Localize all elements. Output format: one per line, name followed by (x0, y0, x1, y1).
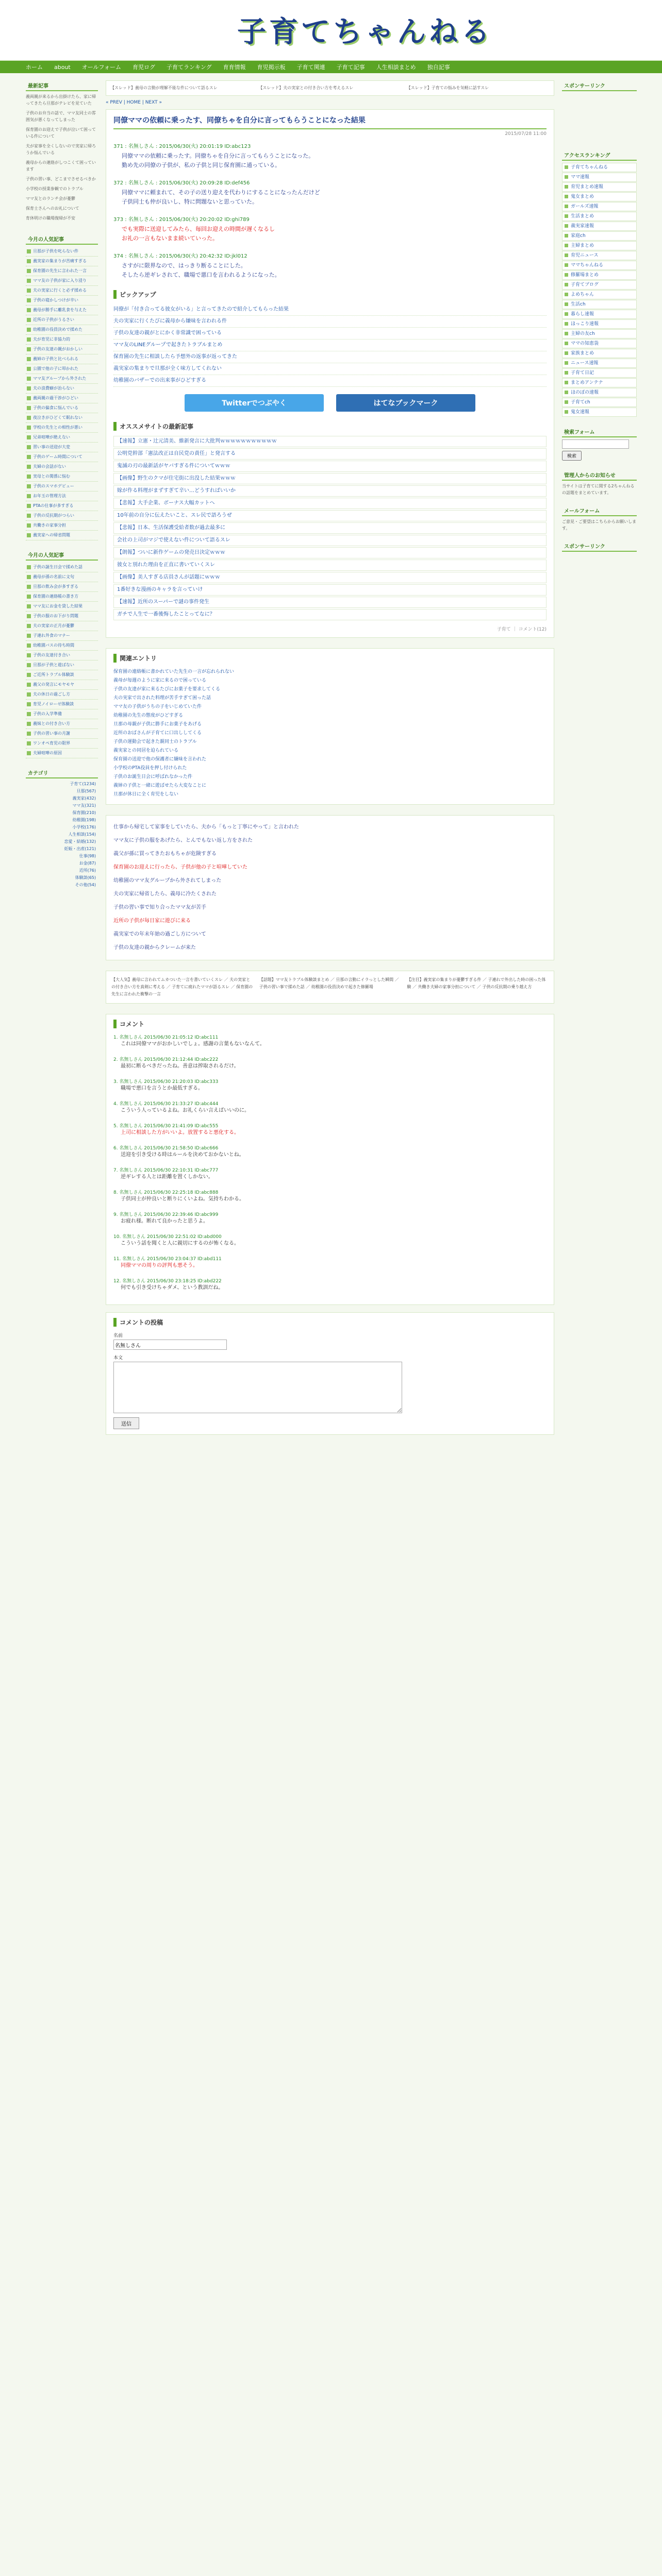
popular-item[interactable]: 夫が育児に非協力的 (26, 335, 98, 345)
popular2-list (26, 563, 98, 758)
category-item[interactable]: 旦那(567) (76, 789, 96, 793)
popular2-item[interactable]: 義母が孫の名前に文句 (26, 572, 98, 582)
recommend-item[interactable]: 【画像】野生のクマが住宅街に出没した結果ｗｗｗ (113, 473, 547, 484)
post-body: 同僚ママの依頼に乗ったす。同僚ちゃを自分に言ってもらうことになった。 勤め先の同僚の子供が、私の子供と同じ保育園に通っている。 (122, 152, 315, 168)
related-item[interactable]: 義母が毎週のように家に来るので困っている (113, 678, 207, 683)
link-item[interactable]: 子供の習い事で知り合ったママ友が苦手 (113, 905, 206, 910)
link-item[interactable]: 義実家での年末年始の過ごし方について (113, 931, 206, 937)
popular2-item[interactable]: 子供の誕生日会で揉めた話 (26, 563, 98, 572)
related-title: 関連エントリ (113, 654, 547, 663)
category-list (26, 781, 98, 889)
pickup-title: ピックアップ (113, 290, 547, 299)
related-box (106, 648, 554, 805)
popular2-item[interactable]: ご近所トラブル体験談 (26, 670, 98, 680)
nav-item[interactable]: 人生相談まとめ (376, 64, 416, 71)
latest-title: 最新記事 (26, 80, 98, 91)
recommend-item[interactable]: 【悲報】大手企業、ボーナス大幅カットへ (113, 498, 547, 509)
latest-item[interactable]: 保育士さんへのお礼について (26, 206, 79, 211)
recommend-item[interactable]: 【速報】立憲・辻元清美、維新発言に大批判ｗｗｗｗｗｗｗｗｗｗｗ (113, 436, 547, 447)
access-ranking-item[interactable]: 家族まとめ (562, 349, 637, 358)
comment (113, 1277, 547, 1292)
comment-header: 7. 名無しさん 2015/06/30 22:10:31 ID:abc777 (113, 1168, 219, 1173)
comment-body: 上司に相談した方がいいよ。放置すると悪化する。 (121, 1130, 239, 1136)
popular-item[interactable]: 子供の友達の親がおかしい (26, 345, 98, 354)
comment (113, 1033, 547, 1048)
comment-header: 12. 名無しさん 2015/06/30 23:18:25 ID:abd222 (113, 1279, 222, 1284)
popular-item[interactable]: 学校の先生との相性が悪い (26, 423, 98, 433)
comment-header: 8. 名無しさん 2015/06/30 22:25:18 ID:abc888 (113, 1190, 219, 1195)
category-item[interactable]: 子育て(1234) (70, 782, 96, 786)
comment-body: こういう話を聞くと人に親切にするのが怖くなる。 (121, 1241, 239, 1246)
popular-item[interactable]: 公園で他の子に叩かれた (26, 364, 98, 374)
link-item[interactable]: 義父が孫に買ってきたおもちゃが危険すぎる (113, 851, 217, 857)
global-nav (0, 61, 662, 73)
access-ranking-item[interactable]: 子育てちゃんねる (562, 163, 637, 172)
nav-item[interactable]: ホーム (26, 64, 43, 71)
related-item[interactable]: 幼稚園の先生の態度がひどすぎる (113, 713, 184, 718)
post-list (113, 142, 547, 280)
search-title: 検索フォーム (562, 427, 637, 437)
access-ranking-item[interactable]: ママ速報 (562, 173, 637, 182)
name-label: 名前 (113, 1333, 123, 1338)
popular2-item[interactable]: 夫婦喧嘩の原因 (26, 749, 98, 758)
access-ranking-item[interactable]: ママちゃんねる (562, 261, 637, 270)
category-title: カテゴリ (26, 768, 98, 778)
post-header: 371 : 名無しさん : 2015/06/30(火) 20:01:19 ID:abc123 (113, 144, 251, 149)
comment-header: 1. 名無しさん 2015/06/30 21:05:12 ID:abc111 (113, 1035, 219, 1040)
comment (113, 1144, 547, 1159)
popular2-item[interactable]: 義父の発言にモヤモヤ (26, 680, 98, 690)
popular2-item[interactable]: 育児ノイローゼ体験談 (26, 700, 98, 709)
recommend-item[interactable]: 【朗報】ついに新作ゲームの発売日決定ｗｗｗ (113, 547, 547, 558)
article-title[interactable]: 同僚ママの依頼に乗ったす、同僚ちゃを自分に言ってもらうことになった結果 (113, 115, 547, 129)
latest-item[interactable]: 保育園のお迎えで子供が泣いて困っている件について (26, 127, 96, 139)
nav-item[interactable]: 育児ログ (132, 64, 155, 71)
access-ranking-item[interactable]: 生活ch (562, 300, 637, 309)
ad-text[interactable]: 【スレッド】義母の言動が理解不能な件について語るスレ (110, 86, 218, 90)
category-item[interactable]: お金(87) (79, 861, 96, 866)
access-ranking-list (562, 163, 637, 417)
main-content (106, 80, 554, 1435)
nav-item[interactable]: 育育情報 (223, 64, 246, 71)
access-ranking-title: アクセスランキング (562, 150, 637, 161)
category-item[interactable]: 小学校(176) (72, 825, 96, 829)
category-item[interactable]: ママ友(321) (72, 803, 96, 808)
pickup-item[interactable]: 保育園の先生に相談したら予想外の返事が返ってきた (113, 351, 547, 363)
site-header (0, 0, 662, 61)
link-item[interactable]: 保育園のお迎えに行ったら、子供が他の子と喧嘩していた (113, 865, 247, 870)
related-item[interactable]: 保育園の送迎で他の保護者に嫌味を言われた (113, 757, 207, 762)
pickup-item[interactable]: 同僚が「付き合ってる彼女がいる」と言ってきたので紹介してもらった結果 (113, 304, 547, 316)
pickup-item[interactable]: 夫の実家に行くたびに義母から嫌味を言われる件 (113, 316, 547, 328)
access-ranking-item[interactable]: よめちゃん (562, 290, 637, 299)
access-ranking-item[interactable]: ほっこり速報 (562, 319, 637, 329)
category-item[interactable]: 仕事(98) (79, 854, 96, 858)
comment-body: 逆ギレする人とは距離を置くしかない。 (121, 1174, 213, 1180)
popular2-item[interactable]: 保育園の連絡帳の書き方 (26, 592, 98, 602)
popular-item[interactable]: ママ友グループから外された (26, 374, 98, 384)
recommend-item[interactable]: 鬼滅の刃の最新話がヤバすぎる件についてｗｗｗ (113, 461, 547, 472)
recommend-item[interactable]: 【速報】近所のスーパーで謎の事件発生 (113, 597, 547, 608)
comment-header: 4. 名無しさん 2015/06/30 21:33:27 ID:abc444 (113, 1101, 219, 1107)
comment (113, 1122, 547, 1137)
related-item[interactable]: ママ友の子供がうちの子をいじめていた件 (113, 704, 202, 709)
popular-item[interactable]: 義姉の子供と比べられる (26, 354, 98, 364)
category-item[interactable]: 義実家(432) (72, 796, 96, 801)
comment-header: 2. 名無しさん 2015/06/30 21:12:44 ID:abc222 (113, 1057, 219, 1062)
access-ranking-item[interactable]: まとめアンテナ (562, 378, 637, 387)
comment-body: こういう人っているよね。お礼くらい言えばいいのに。 (121, 1108, 250, 1113)
popular2-title: 今月の人気記事 (26, 550, 98, 561)
popular2-item[interactable]: ワンオペ育児の限界 (26, 739, 98, 749)
right-sidebar (562, 80, 637, 554)
link-list (113, 821, 547, 955)
link-item[interactable]: 夫の実家に帰省したら、義母に冷たくされた (113, 891, 217, 897)
link-item[interactable]: 仕事から帰宅して家事をしていたら、夫から「もっと丁寧にやって」と言われた (113, 824, 299, 830)
post (113, 215, 547, 243)
related-list (113, 668, 547, 799)
comment-body: 何でも引き受けちゃダメ、という教訓だね。 (121, 1285, 224, 1291)
related-item[interactable]: 旦那が休日に全く育児をしない (113, 792, 179, 797)
post-header: 374 : 名無しさん : 2015/06/30(火) 20:42:32 ID:jkl012 (113, 253, 247, 259)
post (113, 142, 547, 170)
pickup-item[interactable]: 幼稚園のバザーでの出来事がひどすぎる (113, 375, 547, 387)
latest-item[interactable]: 小学校の授業参観でのトラブル (26, 187, 84, 191)
nav-item[interactable]: 独自記事 (427, 64, 450, 71)
notice-title: 管理人からのお知らせ (562, 470, 637, 481)
twitter-share-button[interactable]: Twitterでつぶやく (185, 394, 324, 412)
access-ranking-item[interactable]: 子育てブログ (562, 280, 637, 290)
comment-row (113, 1354, 547, 1413)
article (106, 109, 554, 638)
category-item[interactable]: 妊娠・出産(121) (64, 846, 96, 851)
recommend-list (113, 436, 547, 620)
access-ranking-item[interactable]: 子育てch (562, 398, 637, 407)
popular-item[interactable]: 夫の実家に行くと必ず揉める (26, 286, 98, 296)
name-row (113, 1332, 547, 1350)
popular2-item[interactable]: 夫の実家の正月が憂鬱 (26, 621, 98, 631)
article-date: 2015/07/28 11:00 (505, 131, 547, 137)
search-input[interactable] (562, 439, 629, 449)
latest-item[interactable]: 育休明けの職場復帰が不安 (26, 216, 75, 221)
submit-button[interactable]: 送信 (113, 1417, 139, 1429)
comment (113, 1078, 547, 1093)
recommend-item[interactable]: 嫁が作る料理がまずすぎて辛い…どうすればいいか (113, 485, 547, 497)
post-body: さすがに限界なので、はっきり断ることにした。 そしたら逆ギレされて、職場で悪口を言われるようになった。 (122, 262, 280, 278)
popular2-item[interactable]: 子供の入学準備 (26, 709, 98, 719)
nav-item[interactable]: 子育てランキング (166, 64, 212, 71)
recommend-item[interactable]: 【悲報】日本、生活保護受給者数が過去最多に (113, 522, 547, 534)
comment-body: 同僚ママの周りの評判も悪そう。 (121, 1263, 198, 1268)
sponsor2-title: スポンサーリンク (562, 541, 637, 552)
popular-item[interactable]: 幼稚園の役員決めで揉めた (26, 325, 98, 335)
pickup-item[interactable]: 義実家の集まりで旦那が全く味方してくれない (113, 363, 547, 375)
text-ad-block (106, 971, 554, 1004)
popular2-item[interactable]: 子供の服のお下がり問題 (26, 612, 98, 621)
search-button[interactable]: 検索 (562, 451, 582, 461)
access-ranking-item[interactable]: ほのぼの速報 (562, 388, 637, 397)
related-item[interactable]: 子供のお誕生日会に呼ばれなかった件 (113, 774, 193, 779)
link-item[interactable]: 子供の友達の親からクレームが来た (113, 945, 196, 951)
comment-header: 11. 名無しさん 2015/06/30 23:04:37 ID:abd111 (113, 1257, 222, 1262)
mail-text[interactable]: ご意見・ご要望はこちらからお願いします。 (562, 519, 636, 531)
comment (113, 1100, 547, 1115)
access-ranking-item[interactable]: 育児ニュース (562, 251, 637, 260)
link-item[interactable]: 近所の子供が毎日家に遊びに来る (113, 918, 191, 924)
access-ranking-item[interactable]: 修羅場まとめ (562, 270, 637, 280)
comment-header: 3. 名無しさん 2015/06/30 21:20:03 ID:abc333 (113, 1079, 219, 1084)
comment-header: 10. 名無しさん 2015/06/30 22:51:02 ID:abd000 (113, 1234, 222, 1240)
access-ranking-item[interactable]: 鬼女速報 (562, 408, 637, 417)
comment-list (113, 1033, 547, 1292)
access-ranking-item[interactable]: ニュース速報 (562, 359, 637, 368)
recommend-item[interactable]: ガチで人生で一番後悔したことってなに？ (113, 609, 547, 620)
article-footer[interactable]: 子育て ｜ コメント(12) (496, 627, 547, 632)
name-input[interactable] (113, 1340, 227, 1350)
recommend-title: オススメサイトの最新記事 (113, 422, 547, 431)
latest-item[interactable]: 義母からの連絡がしつこくて困っています (26, 160, 96, 172)
comment (113, 1211, 547, 1226)
category-item[interactable]: 体験談(65) (75, 875, 96, 880)
popular-item[interactable]: 子供のゲーム時間について (26, 452, 98, 462)
latest-item[interactable]: 夫が家事を全くしないので実家に帰ろうか悩んでいる (26, 144, 96, 155)
popular2-item[interactable]: 幼稚園バスの待ち時間 (26, 641, 98, 651)
access-ranking-item[interactable]: 鬼女まとめ (562, 192, 637, 201)
text-ad[interactable]: 【大人気】義母に言われてムカついた一言を書いていくスレ ／ 夫の実家との付き合い方を真剣に考える ／ 子育てに疲れたママが語るスレ ／ 保育園の先生に言われた衝撃の一言 (111, 977, 253, 996)
access-ranking-item[interactable]: 主婦の友ch (562, 329, 637, 338)
post-body: 同僚ママに頼まれて、その子の送り迎えを代わりにすることになったんだけど 子供同士も仲が良いし、特に問題ないと思っていた。 (122, 189, 320, 205)
post-body: でも実際に送迎してみたら、毎回お迎えの時間が遅くなるし お礼の一言もないまま続いていった。 (122, 226, 275, 242)
popular-item[interactable]: 実母との関係に悩む (26, 472, 98, 482)
related-item[interactable]: 夫の実家で出された料理が苦手すぎて困った話 (113, 696, 211, 701)
comment-textarea[interactable] (113, 1362, 402, 1413)
nav-item[interactable]: 育児掲示板 (257, 64, 286, 71)
search-form (562, 439, 637, 461)
popular-item[interactable]: 子供の偏食に悩んでいる (26, 403, 98, 413)
related-item[interactable]: 旦那の母親が子供に勝手にお菓子をあげる (113, 722, 202, 727)
access-ranking-item[interactable]: 主婦まとめ (562, 241, 637, 250)
comment (113, 1255, 547, 1270)
share-row (113, 394, 547, 412)
hatena-bookmark-button[interactable]: はてなブックマーク (336, 394, 475, 412)
popular-item[interactable]: 夫の浪費癖が治らない (26, 384, 98, 394)
nav-item[interactable]: about (54, 63, 71, 71)
popular-item[interactable]: 義実家への帰省問題 (26, 531, 98, 540)
access-ranking-item[interactable]: 子育て日記 (562, 368, 637, 378)
comment-form-title: コメントの投稿 (113, 1318, 547, 1327)
comment-header: 5. 名無しさん 2015/06/30 21:41:09 ID:abc555 (113, 1124, 219, 1129)
popular-item[interactable]: 近所の子供がうるさい (26, 315, 98, 325)
pager[interactable]: « PREV | HOME | NEXT » (106, 100, 162, 105)
popular-item[interactable]: 共働きの家事分担 (26, 521, 98, 531)
latest-item[interactable]: 義両親が来るから出掛けたら、家に帰ってきたら旦那がテレビを見ていた (26, 94, 96, 106)
popular-item[interactable]: 夫婦の会話がない (26, 462, 98, 472)
popular2-item[interactable]: 義妹との付き合い方 (26, 719, 98, 729)
comment-body: 子供同士が仲良いと断りにくいよね。気持ちわかる。 (121, 1196, 244, 1202)
category-item[interactable]: 人生相談(154) (68, 832, 96, 837)
access-ranking-item[interactable]: 暮らし速報 (562, 310, 637, 319)
related-item[interactable]: 義実家との同居を迫られている (113, 748, 179, 753)
latest-item[interactable]: 子供の習い事、どこまでさせるべきか (26, 177, 96, 181)
popular2-item[interactable]: 子供の友達付き合い (26, 651, 98, 660)
popular-item[interactable]: ママ友の子供が家に入り浸り (26, 276, 98, 286)
recommend-item[interactable]: 1番好きな漫画のキャラを言っていけ (113, 584, 547, 596)
related-item[interactable]: 義姉の子供と一緒に遊ばせたら大変なことに (113, 783, 207, 788)
text-ad[interactable]: 【注目】義実家の集まりが憂鬱すぎる件 ／ 子連れで外出した時の困った体験 ／ 共働き夫婦の家事分担について ／ 子供の反抗期の乗り越え方 (407, 977, 546, 989)
comment-body: 送迎を引き受ける時はルールを決めておかないとね。 (121, 1152, 244, 1158)
recommend-item[interactable]: 彼女と別れた理由を正直に書いていくスレ (113, 560, 547, 571)
popular-item[interactable]: 義両親の過干渉がひどい (26, 394, 98, 403)
category-item[interactable]: 恋愛・結婚(132) (64, 839, 96, 844)
recommend-item[interactable]: 10年前の自分に伝えたいこと、スレ民で語ろうぜ (113, 510, 547, 521)
popular-item[interactable]: 習い事の送迎が大変 (26, 443, 98, 452)
pickup-list (113, 304, 547, 387)
comment-form (106, 1312, 554, 1435)
latest-list (26, 93, 98, 222)
post-header: 373 : 名無しさん : 2015/06/30(火) 20:20:02 ID:ghi789 (113, 217, 250, 223)
popular-item[interactable]: 夜泣きがひどくて眠れない (26, 413, 98, 423)
comment-body: これは同僚ママがおかしいでしょ。感謝の言葉もないなんて。 (121, 1041, 265, 1047)
comment (113, 1189, 547, 1204)
mail-title: メールフォーム (562, 505, 637, 516)
related-item[interactable]: 近所のおばさんが子育てに口出ししてくる (113, 731, 202, 736)
popular-item[interactable]: PTAの仕事が多すぎる (26, 501, 98, 511)
recommend-item[interactable]: 【画像】美人すぎる店員さんが話題にｗｗｗ (113, 572, 547, 583)
related-item[interactable]: 保育園の連絡帳に書かれていた先生の一言が忘れられない (113, 669, 235, 674)
access-ranking-item[interactable]: ガールズ速報 (562, 202, 637, 211)
notice-text: 当サイトは子育てに関する2ちゃんねるの話題をまとめています。 (562, 484, 635, 495)
comment (113, 1166, 547, 1181)
pickup-item[interactable]: 子供の友達の親がとにかく非常識で困っている (113, 328, 547, 340)
post-header: 372 : 名無しさん : 2015/06/30(火) 20:09:28 ID:def456 (113, 180, 250, 186)
comment-body: 最初に断るべきだったね。善意は搾取されるだけ。 (121, 1063, 239, 1069)
link-item[interactable]: 幼稚園のママ友グループから外されてしまった (113, 878, 222, 884)
text-ad[interactable]: 【話題】ママ友トラブル体験談まとめ ／ 旦那の言動にイラっとした瞬間 ／ 子供の習い事で揉めた話 ／ 幼稚園の役員決めで起きた修羅場 (259, 977, 399, 989)
popular2-item[interactable]: 子供の習い事の月謝 (26, 729, 98, 739)
post (113, 251, 547, 280)
popular-item[interactable]: 義母が勝手に離乳食を与えた (26, 306, 98, 315)
site-logo[interactable]: 子育てちゃんねる (237, 15, 493, 49)
category-item[interactable]: その他(54) (75, 883, 96, 887)
sponsor-title: スポンサーリンク (562, 80, 637, 91)
popular2-item[interactable]: 旦那の飲み会が多すぎる (26, 582, 98, 592)
popular-item[interactable]: 旦那が子供を叱らない件 (26, 247, 98, 257)
popular-item[interactable]: お年玉の管理方法 (26, 492, 98, 501)
link-box (106, 815, 554, 960)
ad-text[interactable]: 【スレッド】夫の実家との付き合い方を考えるスレ (258, 86, 354, 90)
popular-title: 今月の人気記事 (26, 234, 98, 245)
category-item[interactable]: 近所(76) (79, 868, 96, 873)
post (113, 178, 547, 207)
access-ranking-item[interactable]: 育児まとめ速報 (562, 182, 637, 192)
comment (113, 1056, 547, 1071)
popular-item[interactable]: 子供の寝かしつけが辛い (26, 296, 98, 306)
category-item[interactable]: 保育園(210) (72, 810, 96, 815)
access-ranking-item[interactable]: 生活まとめ (562, 212, 637, 221)
popular-list (26, 247, 98, 540)
access-ranking-item[interactable]: 家庭ch (562, 231, 637, 241)
comment-body: 職場で悪口を言うとか最低すぎる。 (121, 1086, 203, 1091)
popular-item[interactable]: 保育園の先生に言われた一言 (26, 266, 98, 276)
nav-item[interactable]: 子育て関連 (296, 64, 325, 71)
popular2-item[interactable]: 旦那が子供と遊ばない (26, 660, 98, 670)
comments-box (106, 1014, 554, 1305)
comment-label: 本文 (113, 1355, 123, 1361)
category-item[interactable]: 幼稚園(198) (72, 818, 96, 822)
popular2-item[interactable]: ママ友にお金を貸した結果 (26, 602, 98, 612)
popular-item[interactable]: 子供のスマホデビュー (26, 482, 98, 492)
popular2-item[interactable]: 夫の休日の過ごし方 (26, 690, 98, 700)
ad-text[interactable]: 【スレッド】子育ての悩みを気軽に話すスレ (406, 86, 489, 90)
related-item[interactable]: 子供の友達が家に来るたびにお菓子を要求してくる (113, 687, 221, 692)
access-ranking-item[interactable]: ママの知恵袋 (562, 339, 637, 348)
pickup-item[interactable]: ママ友のLINEグループで起きたトラブルまとめ (113, 340, 547, 351)
comment (113, 1233, 547, 1248)
top-ad-block (106, 80, 554, 96)
nav-item[interactable]: オールフォーム (81, 64, 121, 71)
comment-header: 9. 名無しさん 2015/06/30 22:39:46 ID:abc999 (113, 1212, 219, 1217)
comments-title: コメント (113, 1020, 547, 1028)
comment-header: 6. 名無しさん 2015/06/30 21:58:50 ID:abc666 (113, 1146, 219, 1151)
nav-item[interactable]: 子育て記事 (336, 64, 365, 71)
recommend-item[interactable]: 会社の上司がマジで使えない件について語るスレ (113, 535, 547, 546)
related-item[interactable]: 子供の運動会で起きた親同士のトラブル (113, 739, 197, 744)
comment-body: お疲れ様。断れて良かったと思うよ。 (121, 1218, 208, 1224)
popular2-item[interactable]: 子連れ外食のマナー (26, 631, 98, 641)
left-sidebar (26, 80, 98, 889)
popular-item[interactable]: 兄弟喧嘩が絶えない (26, 433, 98, 443)
popular-item[interactable]: 子供の反抗期がつらい (26, 511, 98, 521)
access-ranking-item[interactable]: 義実家速報 (562, 222, 637, 231)
link-item[interactable]: ママ友に子供の服をあげたら、とんでもない返し方をされた (113, 838, 253, 843)
popular-item[interactable]: 義実家の集まりが苦痛すぎる (26, 257, 98, 266)
latest-item[interactable]: ママ友とのランチ会が憂鬱 (26, 196, 75, 201)
latest-item[interactable]: 子供のお弁当の話で、ママ友同士の雰囲気が悪くなってしまった (26, 111, 96, 122)
related-item[interactable]: 小学校のPTA役員を押し付けられた (113, 766, 187, 771)
recommend-item[interactable]: 公明党幹部「憲法改正は自民党の責任」と発言する (113, 448, 547, 460)
